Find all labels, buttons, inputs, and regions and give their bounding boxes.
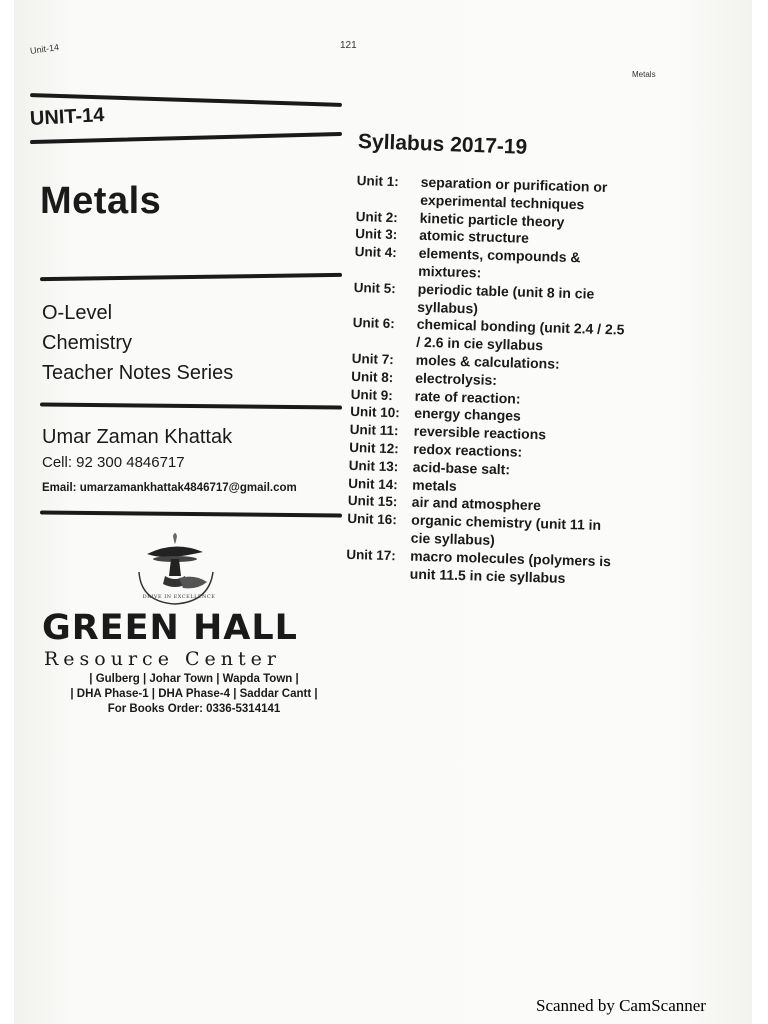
unit-topic: redox reactions: [413, 440, 523, 460]
unit-number: Unit 7: [351, 350, 394, 368]
series-line-3: Teacher Notes Series [42, 362, 234, 384]
unit-number: Unit 2: [355, 208, 398, 225]
branches-line-2: | DHA Phase-1 | DHA Phase-4 | Saddar Cantt | [70, 688, 318, 700]
unit-number: Unit 4: [354, 244, 397, 261]
unit-number: Unit 8: [351, 368, 394, 385]
unit-topic: separation or purification or experimental techniques [420, 173, 608, 213]
unit-topic: macro molecules (polymers is unit 11.5 in cie syllabus [409, 547, 612, 586]
author-name: Umar Zaman Khattak [42, 426, 233, 448]
unit-topic: rate of reaction: [414, 387, 521, 407]
unit-number: Unit 10: [350, 404, 401, 421]
unit-topic: metals [412, 476, 457, 494]
unit-topic: acid-base salt: [412, 458, 511, 478]
logo-motto: DRIVE IN EXCELLENCE [142, 594, 216, 600]
branches-line-1: | Gulberg | Johar Town | Wapda Town | [89, 673, 299, 685]
author-cell: Cell: 92 300 4846717 [42, 454, 185, 471]
chapter-title: Metals [40, 180, 162, 222]
unit-number: Unit 9: [350, 386, 393, 403]
unit-number: Unit 14: [348, 475, 399, 492]
unit-topic: elements, compounds & mixtures: [418, 244, 581, 281]
unit-number: Unit 11: [349, 422, 399, 439]
unit-topic: chemical bonding (unit 2.4 / 2.5 / 2.6 in cie syllabus [416, 316, 625, 354]
publisher-subtitle: Resource Center [44, 648, 281, 670]
publisher-logo [135, 528, 235, 608]
unit-number: Unit 17: [346, 546, 397, 563]
unit-topic: energy changes [414, 405, 522, 425]
unit-number: Unit 1: [356, 172, 399, 190]
unit-topic: electrolysis: [415, 369, 498, 388]
unit-topic: reversible reactions [413, 422, 547, 443]
unit-topic: moles & calculations: [415, 351, 560, 372]
order-line: For Books Order: 0336-5314141 [107, 703, 281, 715]
publisher-name: GREEN HALL [42, 608, 298, 648]
unit-number: Unit 12: [349, 439, 400, 457]
series-line-1: O-Level [42, 302, 113, 324]
unit-topic: kinetic particle theory [419, 209, 565, 230]
syllabus-title: Syllabus 2017-19 [357, 130, 528, 159]
unit-number: Unit 5: [353, 279, 396, 296]
unit-number: Unit 16: [347, 511, 398, 528]
scanner-watermark: Scanned by CamScanner [536, 996, 706, 1015]
publisher-branches [44, 672, 344, 717]
page-number: 121 [340, 40, 357, 51]
unit-number: Unit 13: [348, 457, 399, 475]
unit-topic: periodic table (unit 8 in cie syllabus) [417, 280, 595, 317]
series-line-2: Chemistry [42, 332, 133, 354]
header-right-label: Metals [632, 70, 656, 79]
unit-number: Unit 3: [355, 226, 398, 243]
unit-title: UNIT-14 [29, 104, 105, 130]
syllabus-list [346, 172, 677, 590]
unit-number: Unit 6: [352, 315, 395, 332]
author-email: Email: umarzamankhattak4846717@gmail.com [42, 482, 297, 494]
unit-topic: organic chemistry (unit 11 in cie syllabus) [410, 511, 602, 548]
unit-topic: air and atmosphere [411, 494, 542, 514]
unit-number: Unit 15: [347, 493, 398, 510]
header-left-label: Unit-14 [29, 42, 60, 56]
unit-topic: atomic structure [419, 227, 530, 247]
